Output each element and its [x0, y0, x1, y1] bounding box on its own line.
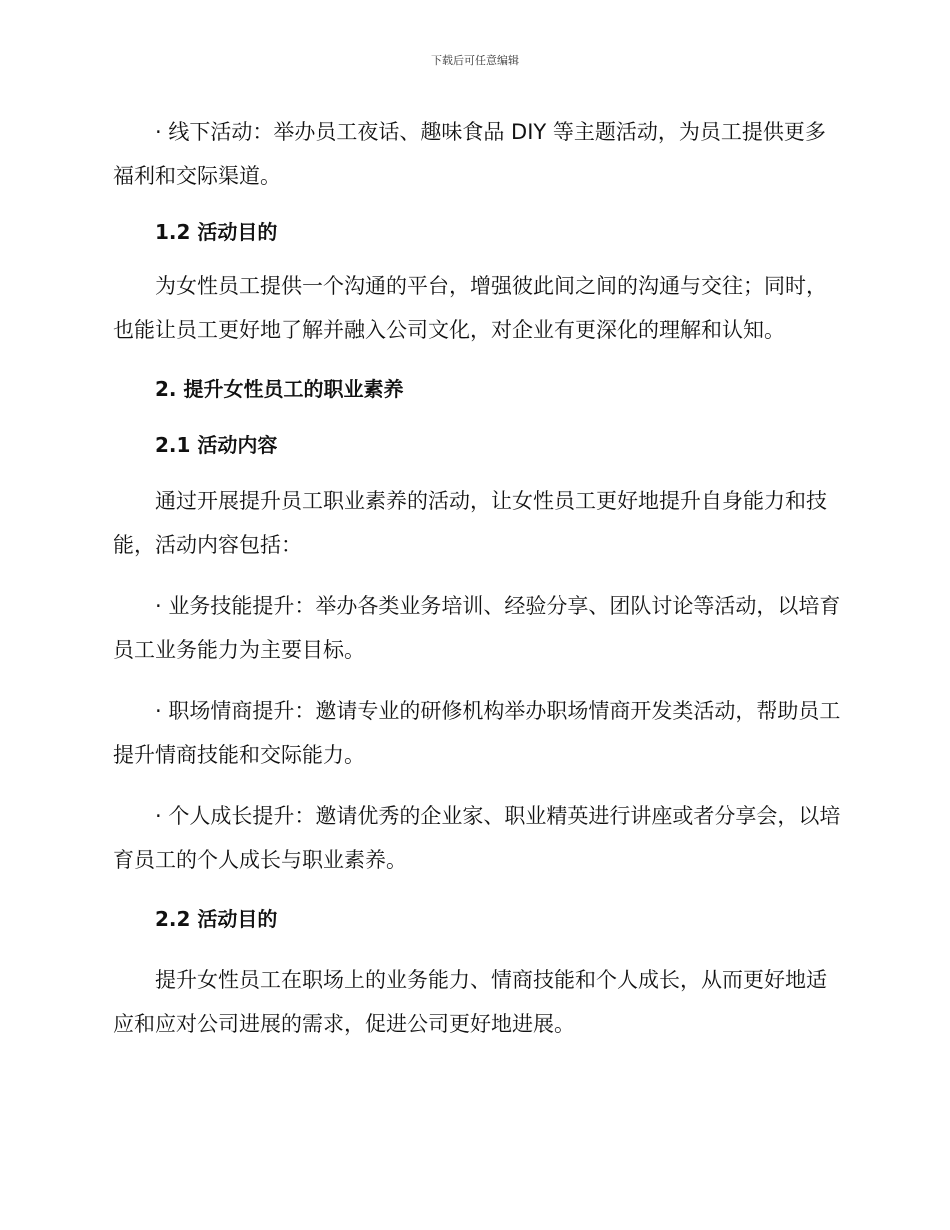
paragraph-workplace-eq: · 职场情商提升：邀请专业的研修机构举办职场情商开发类活动，帮助员工提升情商技能和交际能力。	[113, 699, 841, 767]
paragraph-activity-purpose-1: 为女性员工提供一个沟通的平台，增强彼此间之间的沟通与交往；同时，也能让员工更好地了解并融入公司文化，对企业有更深化的理解和认知。	[113, 274, 827, 342]
page-header: 下载后可任意编辑	[431, 54, 519, 67]
section-heading-1-2: 1.2 活动目的	[155, 220, 278, 244]
paragraph-offline-activities: · 线下活动：举办员工夜话、趣味食品 DIY 等主题活动，为员工提供更多福利和交际渠道。	[113, 120, 826, 188]
section-heading-2: 2. 提升女性员工的职业素养	[155, 377, 404, 401]
paragraph-activity-content-intro: 通过开展提升员工职业素养的活动，让女性员工更好地提升自身能力和技能，活动内容包括：	[113, 489, 827, 557]
paragraph-activity-purpose-2: 提升女性员工在职场上的业务能力、情商技能和个人成长，从而更好地适应和应对公司进展的需求，促进公司更好地进展。	[113, 968, 827, 1036]
paragraph-personal-growth: · 个人成长提升：邀请优秀的企业家、职业精英进行讲座或者分享会，以培育员工的个人成长与职业素养。	[113, 804, 841, 872]
paragraph-business-skills: · 业务技能提升：举办各类业务培训、经验分享、团队讨论等活动，以培育员工业务能力为主要目标。	[113, 594, 841, 662]
section-heading-2-2: 2.2 活动目的	[155, 907, 278, 931]
section-heading-2-1: 2.1 活动内容	[155, 433, 278, 457]
document-body	[113, 110, 841, 1063]
